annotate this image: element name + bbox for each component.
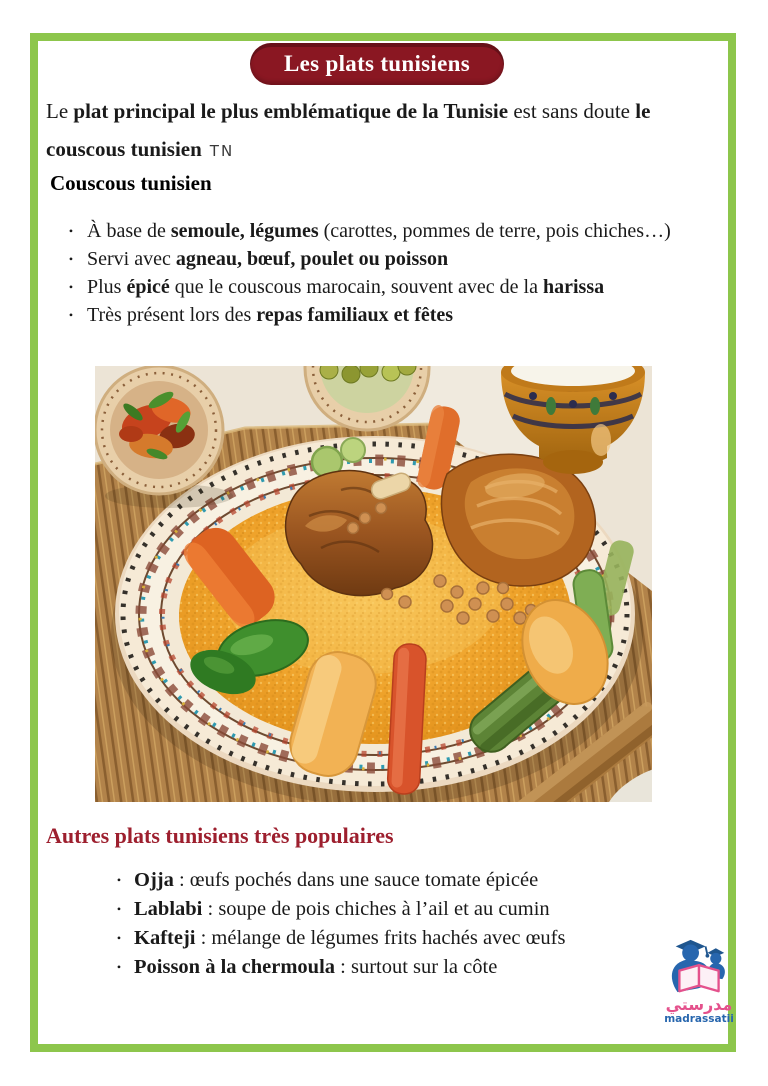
title-banner — [250, 43, 504, 85]
bullet-icon: • — [68, 280, 74, 294]
list-item-text: Poisson à la chermoula : surtout sur la côte — [134, 956, 498, 978]
list-item — [64, 273, 712, 301]
list-item — [112, 924, 692, 953]
list-item — [64, 301, 712, 329]
list-item-text: Ojja : œufs pochés dans une sauce tomate épicée — [134, 869, 539, 891]
list-item-text: Kafteji : mélange de légumes frits hachés avec œufs — [134, 927, 566, 949]
list-item — [112, 895, 692, 924]
bullet-icon: • — [116, 931, 122, 945]
list-item — [64, 245, 712, 273]
bullet-icon: • — [68, 308, 74, 322]
tunisia-flag-code: TN — [209, 142, 235, 160]
bullet-icon: • — [116, 873, 122, 887]
list-item-text: Lablabi : soupe de pois chiches à l’ail et au cumin — [134, 898, 550, 920]
madrassatii-logo — [649, 936, 749, 1026]
bullet-icon: • — [68, 224, 74, 238]
logo-figures — [657, 936, 741, 996]
list-item — [64, 217, 712, 245]
bullet-icon: • — [68, 252, 74, 266]
couscous-heading: Couscous tunisien — [50, 171, 212, 195]
intro-text: Le plat principal le plus emblématique de la Tunisie est sans doute le couscous tunisien — [46, 99, 651, 161]
bullet-icon: • — [116, 960, 122, 974]
list-item-text: Très présent lors des repas familiaux et fêtes — [87, 304, 454, 326]
intro-paragraph — [46, 92, 724, 170]
autres-heading: Autres plats tunisiens très populaires — [46, 823, 394, 848]
list-item — [112, 866, 692, 895]
bullet-icon: • — [116, 902, 122, 916]
list-item-text: Plus épicé que le couscous marocain, souvent avec de la harissa — [87, 276, 605, 298]
list-item-text: À base de semoule, légumes (carottes, pommes de terre, pois chiches…) — [87, 220, 671, 242]
page-title: Les plats tunisiens — [284, 51, 470, 76]
list-item-text: Servi avec agneau, bœuf, poulet ou poisson — [87, 248, 449, 270]
logo-arabic-text: مدرستي — [665, 995, 733, 1014]
couscous-photo-illustration — [95, 366, 652, 802]
list-item — [112, 953, 692, 982]
couscous-photo — [95, 366, 652, 802]
couscous-bullet-list — [64, 217, 712, 329]
autres-bullet-list — [112, 866, 692, 982]
logo-latin-text: madrassatii — [664, 1013, 734, 1025]
